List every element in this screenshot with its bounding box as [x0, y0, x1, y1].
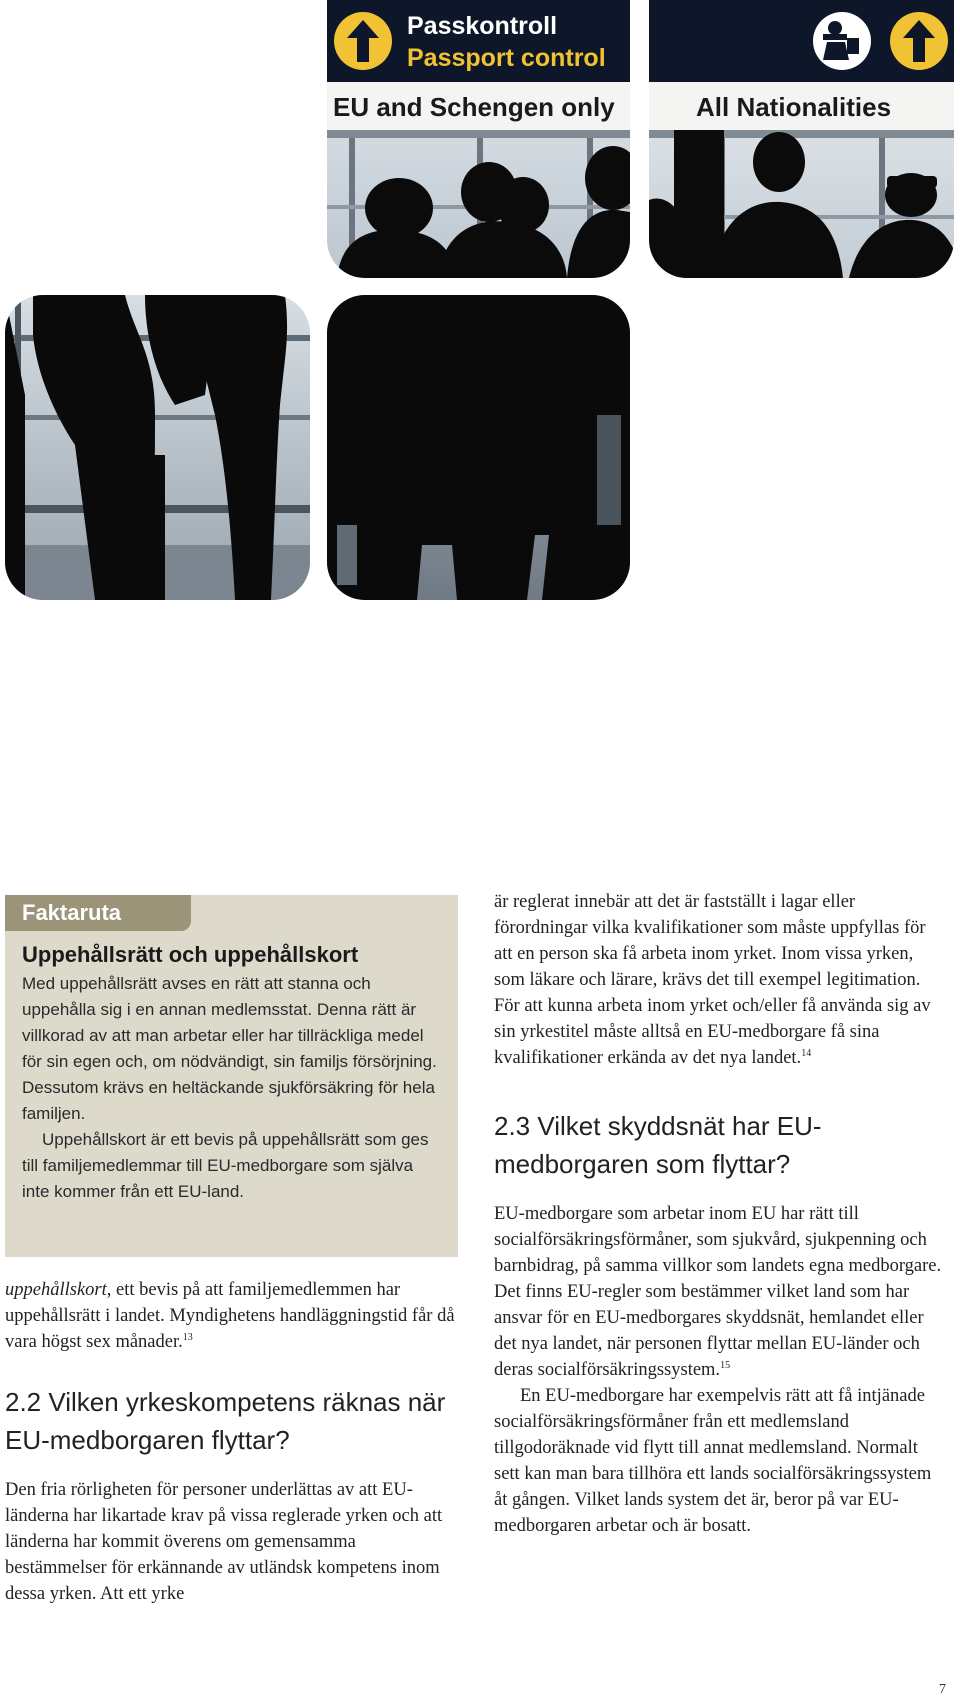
footnote-ref: 13: [182, 1331, 193, 1343]
photo-passport-sign-all: [649, 0, 954, 278]
arrow-up-icon: [334, 12, 392, 70]
sign-line-passkontroll: Passkontroll: [407, 12, 558, 40]
right-paragraph-2-text: EU-medborgare som arbetar inom EU har rätt till socialförsäkringsförmåner, som sjukvård, sjukpenning och barnbidrag, på samma villkor som landets egna medborgare. Det finns EU-regler som bestämmer vilket land som har ansvar för en EU-medborgares skyddsnät, hemlandet eller det nya landet, när personen flyttar mellan EU-länder och deras socialförsäkringssystem.: [494, 1204, 942, 1380]
factbox-title: Uppehållsrätt och uppehållskort: [22, 942, 359, 967]
page-number: 7: [939, 1682, 946, 1697]
arrow-up-icon: [890, 12, 948, 70]
factbox-paragraph: Med uppehållsrätt avses en rätt att stanna och uppehålla sig i en annan medlemsstat. Denna rätt är villkorad av att man arbetar eller har tillräckliga medel för sin egen och, om nödvändigt, sin familjs försörjning. Dessutom krävs en heltäckande sjukförsäkring för hela familjen.: [22, 974, 437, 1123]
section-heading-2-2: 2.2 Vilken yrkeskompetens räknas när EU-medborgaren flyttar?: [5, 1387, 446, 1455]
factbox-tab: Faktaruta: [5, 895, 191, 931]
sign-line-passport-control: Passport control: [407, 44, 606, 72]
right-paragraph-2: [494, 1201, 946, 1383]
factbox-body: [22, 971, 442, 1205]
left-intro-text: , ett bevis på att familjemedlemmen har uppehållsrätt i landet. Myndighetens handläggningstid får då vara högst sex månader.: [5, 1280, 455, 1352]
sign-line-eu-schengen: EU and Schengen only: [333, 92, 615, 122]
factbox: [5, 895, 458, 1257]
term-uppehallskort: uppehållskort: [5, 1280, 107, 1300]
footnote-ref: 14: [801, 1047, 812, 1059]
section-heading-2-3: 2.3 Vilket skyddsnät har EU-medborgaren som flyttar?: [494, 1111, 822, 1179]
passport-officer-icon: [813, 12, 871, 70]
factbox-paragraph: Uppehållskort är ett bevis på uppehållsrätt som ges till familjemedlemmar till EU-medborgare som själva inte kommer från ett EU-land.: [22, 1130, 429, 1201]
right-paragraph-1-text: är reglerat innebär att det är fastställt i lagar eller förordningar vilka kvalifikationer som måste uppfyllas för att en person ska få arbeta inom yrket. Inom vissa yrken, som läkare och lärare, krävs det till exempel legitimation. För att kunna arbeta inom yrket och/eller få använda sig av sin yrkestitel måste alltså en EU-medborgare få sina kvalifikationer erkända av det nya landet.: [494, 892, 931, 1068]
photo-passport-sign-eu: [327, 0, 630, 278]
left-body-paragraph: Den fria rörligheten för personer underlättas av att EU-länderna har likartade krav på vissa reglerade yrken och att länderna har kommit överens om gemensamma bestämmelser för erkännande av utländsk kompetens inom dessa yrken. Att ett yrke: [5, 1480, 443, 1604]
left-intro-paragraph: [5, 1277, 460, 1355]
left-column: [5, 1277, 460, 1607]
photo-silhouettes-left: [5, 295, 310, 600]
right-paragraph-1: [494, 889, 946, 1071]
traveler-silhouettes: [327, 295, 630, 600]
right-column: [494, 889, 946, 1539]
sign-line-all-nationalities: All Nationalities: [696, 92, 892, 122]
right-paragraph-3: En EU-medborgare har exempelvis rätt att få intjänade socialförsäkringsförmåner från ett medlemsland tillgodoräknade vid flytt till annat medlemsland. Normalt sett kan man bara tillhöra ett lands socialförsäkringssystem åt gången. Vilket lands system det är, beror på var EU-medborgaren arbetar och är bosatt.: [494, 1386, 932, 1536]
photo-silhouettes-right: [327, 295, 630, 600]
footnote-ref: 15: [720, 1359, 731, 1371]
